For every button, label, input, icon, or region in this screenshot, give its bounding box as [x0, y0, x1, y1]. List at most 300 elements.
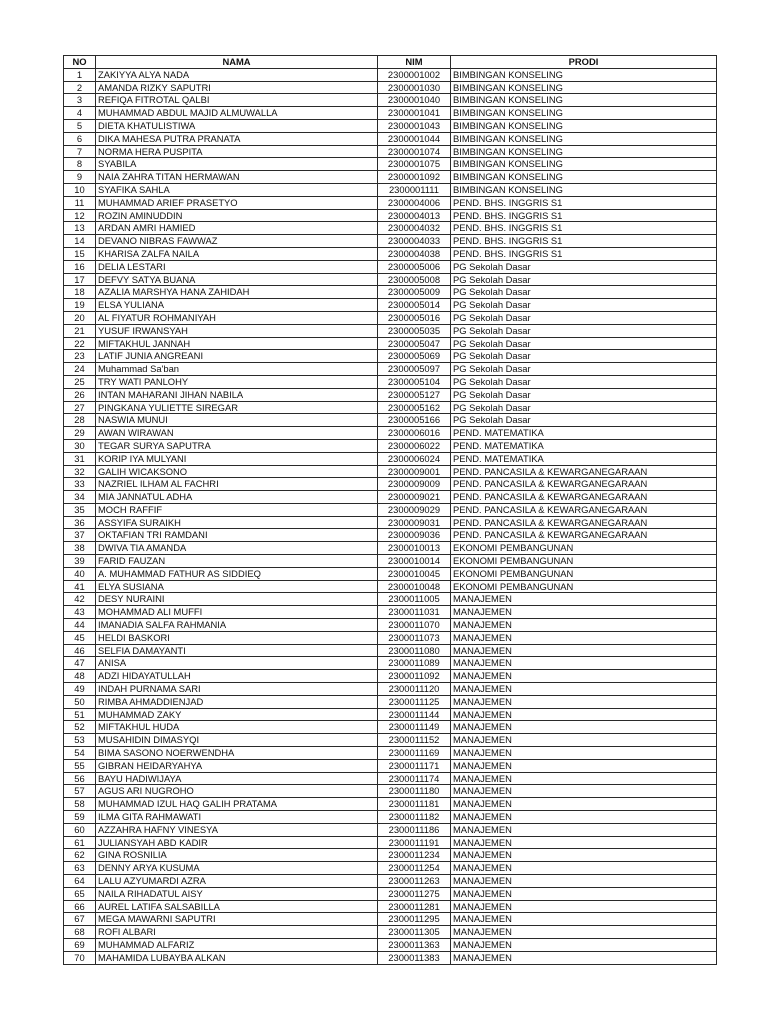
- cell-nama: GINA ROSNILIA: [96, 849, 378, 862]
- cell-nama: INTAN MAHARANI JIHAN NABILA: [96, 388, 378, 401]
- cell-no: 5: [64, 119, 96, 132]
- cell-nama: ROZIN AMINUDDIN: [96, 209, 378, 222]
- cell-prodi: MANAJEMEN: [451, 772, 717, 785]
- cell-nim: 2300005016: [378, 311, 451, 324]
- table-row: [64, 811, 717, 824]
- cell-no: 20: [64, 311, 96, 324]
- cell-prodi: MANAJEMEN: [451, 926, 717, 939]
- cell-nim: 2300011181: [378, 798, 451, 811]
- cell-no: 32: [64, 465, 96, 478]
- cell-nama: LATIF JUNIA ANGREANI: [96, 350, 378, 363]
- cell-nama: BAYU HADIWIJAYA: [96, 772, 378, 785]
- table-row: [64, 119, 717, 132]
- cell-no: 65: [64, 887, 96, 900]
- cell-nama: MUHAMMAD ZAKY: [96, 708, 378, 721]
- cell-nim: 2300001111: [378, 183, 451, 196]
- cell-prodi: PG Sekolah Dasar: [451, 363, 717, 376]
- table-row: [64, 926, 717, 939]
- cell-nama: MUHAMMAD ABDUL MAJID ALMUWALLA: [96, 107, 378, 120]
- cell-no: 60: [64, 823, 96, 836]
- cell-no: 63: [64, 862, 96, 875]
- cell-nim: 2300009009: [378, 478, 451, 491]
- cell-prodi: PEND. MATEMATIKA: [451, 439, 717, 452]
- cell-no: 29: [64, 427, 96, 440]
- cell-prodi: PEND. BHS. INGGRIS S1: [451, 247, 717, 260]
- table-row: [64, 619, 717, 632]
- table-row: [64, 542, 717, 555]
- cell-nama: AL FIYATUR ROHMANIYAH: [96, 311, 378, 324]
- cell-prodi: PEND. PANCASILA & KEWARGANEGARAAN: [451, 491, 717, 504]
- table-row: [64, 862, 717, 875]
- cell-nama: LALU AZYUMARDI AZRA: [96, 875, 378, 888]
- table-row: [64, 555, 717, 568]
- cell-prodi: MANAJEMEN: [451, 734, 717, 747]
- table-row: [64, 823, 717, 836]
- cell-nama: ASSYIFA SURAIKH: [96, 516, 378, 529]
- cell-prodi: MANAJEMEN: [451, 721, 717, 734]
- cell-nama: NAZRIEL ILHAM AL FACHRI: [96, 478, 378, 491]
- cell-nim: 2300009021: [378, 491, 451, 504]
- cell-nim: 2300004013: [378, 209, 451, 222]
- table-row: [64, 785, 717, 798]
- cell-prodi: EKONOMI PEMBANGUNAN: [451, 555, 717, 568]
- cell-prodi: MANAJEMEN: [451, 798, 717, 811]
- cell-nim: 2300005006: [378, 260, 451, 273]
- cell-nama: MOHAMMAD ALI MUFFI: [96, 606, 378, 619]
- cell-nama: MAHAMIDA LUBAYBA ALKAN: [96, 951, 378, 964]
- cell-nama: HELDI BASKORI: [96, 631, 378, 644]
- table-row: [64, 491, 717, 504]
- cell-prodi: MANAJEMEN: [451, 619, 717, 632]
- cell-nama: MOCH RAFFIF: [96, 503, 378, 516]
- cell-nama: MEGA MAWARNI SAPUTRI: [96, 913, 378, 926]
- cell-prodi: PEND. BHS. INGGRIS S1: [451, 209, 717, 222]
- column-header-nim: NIM: [378, 56, 451, 69]
- table-row: [64, 529, 717, 542]
- table-row: [64, 171, 717, 184]
- table-row: [64, 311, 717, 324]
- cell-nim: 2300009031: [378, 516, 451, 529]
- cell-nama: OKTAFIAN TRI RAMDANI: [96, 529, 378, 542]
- table-row: [64, 708, 717, 721]
- table-row: [64, 81, 717, 94]
- cell-nim: 2300001074: [378, 145, 451, 158]
- cell-no: 62: [64, 849, 96, 862]
- cell-no: 2: [64, 81, 96, 94]
- cell-no: 4: [64, 107, 96, 120]
- table-row: [64, 644, 717, 657]
- cell-no: 23: [64, 350, 96, 363]
- cell-prodi: MANAJEMEN: [451, 887, 717, 900]
- cell-prodi: PG Sekolah Dasar: [451, 414, 717, 427]
- cell-no: 54: [64, 747, 96, 760]
- table-row: [64, 683, 717, 696]
- cell-no: 44: [64, 619, 96, 632]
- cell-nama: DIETA KHATULISTIWA: [96, 119, 378, 132]
- cell-nama: MIA JANNATUL ADHA: [96, 491, 378, 504]
- cell-prodi: PG Sekolah Dasar: [451, 350, 717, 363]
- cell-prodi: MANAJEMEN: [451, 913, 717, 926]
- cell-no: 21: [64, 324, 96, 337]
- cell-nama: RIMBA AHMADDIENJAD: [96, 695, 378, 708]
- cell-no: 42: [64, 593, 96, 606]
- cell-no: 67: [64, 913, 96, 926]
- cell-prodi: MANAJEMEN: [451, 747, 717, 760]
- cell-prodi: BIMBINGAN KONSELING: [451, 145, 717, 158]
- cell-nim: 2300011191: [378, 836, 451, 849]
- table-row: [64, 567, 717, 580]
- cell-nama: TRY WATI PANLOHY: [96, 375, 378, 388]
- cell-nim: 2300011120: [378, 683, 451, 696]
- cell-nama: GIBRAN HEIDARYAHYA: [96, 759, 378, 772]
- cell-prodi: MANAJEMEN: [451, 644, 717, 657]
- cell-no: 38: [64, 542, 96, 555]
- table-row: [64, 606, 717, 619]
- cell-prodi: BIMBINGAN KONSELING: [451, 183, 717, 196]
- cell-nim: 2300004038: [378, 247, 451, 260]
- table-row: [64, 875, 717, 888]
- table-row: [64, 235, 717, 248]
- cell-nama: SELFIA DAMAYANTI: [96, 644, 378, 657]
- cell-nama: DELIA LESTARI: [96, 260, 378, 273]
- cell-nim: 2300011152: [378, 734, 451, 747]
- table-row: [64, 747, 717, 760]
- column-header-prodi: PRODI: [451, 56, 717, 69]
- table-row: [64, 363, 717, 376]
- cell-prodi: PEND. PANCASILA & KEWARGANEGARAAN: [451, 478, 717, 491]
- cell-nama: TEGAR SURYA SAPUTRA: [96, 439, 378, 452]
- table-row: [64, 849, 717, 862]
- table-row: [64, 247, 717, 260]
- table-header-row: [64, 56, 717, 69]
- cell-nama: YUSUF IRWANSYAH: [96, 324, 378, 337]
- table-row: [64, 631, 717, 644]
- cell-nim: 2300011174: [378, 772, 451, 785]
- table-row: [64, 107, 717, 120]
- cell-nim: 2300011305: [378, 926, 451, 939]
- cell-no: 30: [64, 439, 96, 452]
- cell-prodi: PEND. MATEMATIKA: [451, 452, 717, 465]
- cell-nim: 2300006016: [378, 427, 451, 440]
- cell-no: 39: [64, 555, 96, 568]
- table-body: [64, 68, 717, 964]
- cell-prodi: BIMBINGAN KONSELING: [451, 158, 717, 171]
- cell-prodi: PG Sekolah Dasar: [451, 337, 717, 350]
- cell-prodi: PEND. PANCASILA & KEWARGANEGARAAN: [451, 529, 717, 542]
- cell-nim: 2300001044: [378, 132, 451, 145]
- cell-prodi: PEND. BHS. INGGRIS S1: [451, 235, 717, 248]
- cell-nim: 2300005097: [378, 363, 451, 376]
- cell-nama: MUSAHIDIN DIMASYQI: [96, 734, 378, 747]
- cell-no: 35: [64, 503, 96, 516]
- column-header-nama: NAMA: [96, 56, 378, 69]
- cell-no: 57: [64, 785, 96, 798]
- cell-nim: 2300005014: [378, 299, 451, 312]
- cell-prodi: PG Sekolah Dasar: [451, 273, 717, 286]
- table-row: [64, 401, 717, 414]
- cell-nim: 2300005162: [378, 401, 451, 414]
- cell-no: 26: [64, 388, 96, 401]
- cell-no: 36: [64, 516, 96, 529]
- cell-nim: 2300005035: [378, 324, 451, 337]
- cell-nim: 2300010014: [378, 555, 451, 568]
- table-row: [64, 759, 717, 772]
- table-row: [64, 427, 717, 440]
- cell-no: 11: [64, 196, 96, 209]
- cell-no: 7: [64, 145, 96, 158]
- cell-nama: BIMA SASONO NOERWENDHA: [96, 747, 378, 760]
- cell-nama: NAILA RIHADATUL AISY: [96, 887, 378, 900]
- cell-nama: A. MUHAMMAD FATHUR AS SIDDIEQ: [96, 567, 378, 580]
- cell-prodi: EKONOMI PEMBANGUNAN: [451, 580, 717, 593]
- cell-nama: SYAFIKA SAHLA: [96, 183, 378, 196]
- cell-nama: ARDAN AMRI HAMIED: [96, 222, 378, 235]
- cell-no: 15: [64, 247, 96, 260]
- cell-prodi: PEND. MATEMATIKA: [451, 427, 717, 440]
- cell-no: 1: [64, 68, 96, 81]
- cell-nim: 2300009001: [378, 465, 451, 478]
- table-row: [64, 145, 717, 158]
- cell-nama: MUHAMMAD IZUL HAQ GALIH PRATAMA: [96, 798, 378, 811]
- table-row: [64, 299, 717, 312]
- table-row: [64, 375, 717, 388]
- cell-prodi: PEND. PANCASILA & KEWARGANEGARAAN: [451, 503, 717, 516]
- cell-no: 56: [64, 772, 96, 785]
- cell-nim: 2300001002: [378, 68, 451, 81]
- cell-nim: 2300001040: [378, 94, 451, 107]
- cell-prodi: EKONOMI PEMBANGUNAN: [451, 542, 717, 555]
- cell-nama: ILMA GITA RAHMAWATI: [96, 811, 378, 824]
- cell-no: 12: [64, 209, 96, 222]
- cell-no: 34: [64, 491, 96, 504]
- cell-nama: ROFI ALBARI: [96, 926, 378, 939]
- cell-no: 18: [64, 286, 96, 299]
- cell-nim: 2300011073: [378, 631, 451, 644]
- cell-no: 46: [64, 644, 96, 657]
- cell-prodi: MANAJEMEN: [451, 708, 717, 721]
- cell-nim: 2300011180: [378, 785, 451, 798]
- cell-no: 51: [64, 708, 96, 721]
- cell-nim: 2300011149: [378, 721, 451, 734]
- cell-no: 66: [64, 900, 96, 913]
- cell-nim: 2300011363: [378, 938, 451, 951]
- cell-nim: 2300001075: [378, 158, 451, 171]
- cell-prodi: PG Sekolah Dasar: [451, 286, 717, 299]
- cell-prodi: MANAJEMEN: [451, 631, 717, 644]
- cell-nama: DENNY ARYA KUSUMA: [96, 862, 378, 875]
- cell-nama: ELYA SUSIANA: [96, 580, 378, 593]
- cell-nama: NASWIA MUNUI: [96, 414, 378, 427]
- cell-no: 69: [64, 938, 96, 951]
- table-row: [64, 580, 717, 593]
- cell-prodi: MANAJEMEN: [451, 593, 717, 606]
- cell-no: 24: [64, 363, 96, 376]
- table-row: [64, 657, 717, 670]
- table-row: [64, 273, 717, 286]
- cell-no: 43: [64, 606, 96, 619]
- cell-no: 64: [64, 875, 96, 888]
- table-row: [64, 196, 717, 209]
- cell-nama: SYABILA: [96, 158, 378, 171]
- cell-nama: FARID FAUZAN: [96, 555, 378, 568]
- cell-prodi: MANAJEMEN: [451, 836, 717, 849]
- cell-prodi: PEND. PANCASILA & KEWARGANEGARAAN: [451, 516, 717, 529]
- cell-nim: 2300011383: [378, 951, 451, 964]
- cell-no: 37: [64, 529, 96, 542]
- table-row: [64, 337, 717, 350]
- cell-nama: AZZAHRA HAFNY VINESYA: [96, 823, 378, 836]
- table-row: [64, 68, 717, 81]
- cell-prodi: PEND. BHS. INGGRIS S1: [451, 196, 717, 209]
- cell-no: 3: [64, 94, 96, 107]
- table-row: [64, 222, 717, 235]
- cell-nim: 2300009036: [378, 529, 451, 542]
- cell-no: 27: [64, 401, 96, 414]
- cell-nim: 2300011186: [378, 823, 451, 836]
- cell-no: 59: [64, 811, 96, 824]
- cell-nim: 2300005047: [378, 337, 451, 350]
- cell-nama: AUREL LATIFA SALSABILLA: [96, 900, 378, 913]
- table-row: [64, 593, 717, 606]
- table-row: [64, 209, 717, 222]
- cell-prodi: MANAJEMEN: [451, 875, 717, 888]
- cell-nim: 2300001030: [378, 81, 451, 94]
- cell-no: 28: [64, 414, 96, 427]
- table-row: [64, 183, 717, 196]
- table-row: [64, 913, 717, 926]
- cell-nama: AWAN WIRAWAN: [96, 427, 378, 440]
- table-row: [64, 503, 717, 516]
- cell-nama: ELSA YULIANA: [96, 299, 378, 312]
- cell-nama: NORMA HERA PUSPITA: [96, 145, 378, 158]
- cell-prodi: MANAJEMEN: [451, 606, 717, 619]
- cell-nim: 2300011254: [378, 862, 451, 875]
- cell-nim: 2300004006: [378, 196, 451, 209]
- cell-nama: DIKA MAHESA PUTRA PRANATA: [96, 132, 378, 145]
- cell-nim: 2300001092: [378, 171, 451, 184]
- cell-nama: AMANDA RIZKY SAPUTRI: [96, 81, 378, 94]
- table-row: [64, 836, 717, 849]
- cell-nim: 2300011169: [378, 747, 451, 760]
- cell-no: 19: [64, 299, 96, 312]
- cell-prodi: MANAJEMEN: [451, 823, 717, 836]
- cell-prodi: MANAJEMEN: [451, 785, 717, 798]
- table-row: [64, 734, 717, 747]
- cell-no: 14: [64, 235, 96, 248]
- cell-prodi: PG Sekolah Dasar: [451, 401, 717, 414]
- cell-nim: 2300011182: [378, 811, 451, 824]
- cell-no: 48: [64, 670, 96, 683]
- table-row: [64, 938, 717, 951]
- cell-nim: 2300011070: [378, 619, 451, 632]
- cell-nama: AZALIA MARSHYA HANA ZAHIDAH: [96, 286, 378, 299]
- cell-nama: DEFVY SATYA BUANA: [96, 273, 378, 286]
- cell-no: 31: [64, 452, 96, 465]
- cell-no: 13: [64, 222, 96, 235]
- cell-nim: 2300011089: [378, 657, 451, 670]
- cell-nim: 2300004032: [378, 222, 451, 235]
- cell-no: 68: [64, 926, 96, 939]
- table-row: [64, 452, 717, 465]
- cell-no: 58: [64, 798, 96, 811]
- cell-nama: ADZI HIDAYATULLAH: [96, 670, 378, 683]
- cell-no: 33: [64, 478, 96, 491]
- cell-prodi: MANAJEMEN: [451, 657, 717, 670]
- cell-prodi: BIMBINGAN KONSELING: [451, 94, 717, 107]
- cell-prodi: PEND. BHS. INGGRIS S1: [451, 222, 717, 235]
- cell-prodi: MANAJEMEN: [451, 849, 717, 862]
- cell-nim: 2300011031: [378, 606, 451, 619]
- cell-no: 10: [64, 183, 96, 196]
- cell-nim: 2300006022: [378, 439, 451, 452]
- cell-nama: INDAH PURNAMA SARI: [96, 683, 378, 696]
- table-row: [64, 439, 717, 452]
- cell-prodi: MANAJEMEN: [451, 811, 717, 824]
- cell-nim: 2300005008: [378, 273, 451, 286]
- cell-nama: KHARISA ZALFA NAILA: [96, 247, 378, 260]
- cell-nama: DEVANO NIBRAS FAWWAZ: [96, 235, 378, 248]
- table-row: [64, 772, 717, 785]
- cell-prodi: PG Sekolah Dasar: [451, 299, 717, 312]
- column-header-no: NO: [64, 56, 96, 69]
- cell-prodi: BIMBINGAN KONSELING: [451, 68, 717, 81]
- cell-nim: 2300001043: [378, 119, 451, 132]
- cell-nama: ZAKIYYA ALYA NADA: [96, 68, 378, 81]
- cell-nama: JULIANSYAH ABD KADIR: [96, 836, 378, 849]
- table-row: [64, 478, 717, 491]
- cell-nim: 2300011263: [378, 875, 451, 888]
- cell-no: 8: [64, 158, 96, 171]
- cell-no: 9: [64, 171, 96, 184]
- cell-no: 45: [64, 631, 96, 644]
- cell-prodi: MANAJEMEN: [451, 670, 717, 683]
- cell-no: 41: [64, 580, 96, 593]
- cell-nim: 2300004033: [378, 235, 451, 248]
- table-row: [64, 798, 717, 811]
- student-table: [63, 55, 717, 965]
- cell-nim: 2300011092: [378, 670, 451, 683]
- cell-nim: 2300009029: [378, 503, 451, 516]
- cell-nama: PINGKANA YULIETTE SIREGAR: [96, 401, 378, 414]
- cell-nama: NAIA ZAHRA TITAN HERMAWAN: [96, 171, 378, 184]
- cell-nim: 2300011295: [378, 913, 451, 926]
- cell-nim: 2300010048: [378, 580, 451, 593]
- table-row: [64, 900, 717, 913]
- table-row: [64, 887, 717, 900]
- cell-nim: 2300011234: [378, 849, 451, 862]
- cell-prodi: PEND. PANCASILA & KEWARGANEGARAAN: [451, 465, 717, 478]
- cell-nama: IMANADIA SALFA RAHMANIA: [96, 619, 378, 632]
- cell-nim: 2300011080: [378, 644, 451, 657]
- cell-prodi: MANAJEMEN: [451, 683, 717, 696]
- cell-prodi: MANAJEMEN: [451, 951, 717, 964]
- cell-prodi: MANAJEMEN: [451, 759, 717, 772]
- cell-prodi: PG Sekolah Dasar: [451, 375, 717, 388]
- cell-prodi: BIMBINGAN KONSELING: [451, 171, 717, 184]
- cell-prodi: BIMBINGAN KONSELING: [451, 107, 717, 120]
- cell-prodi: PG Sekolah Dasar: [451, 260, 717, 273]
- cell-nama: DESY NURAINI: [96, 593, 378, 606]
- cell-no: 22: [64, 337, 96, 350]
- cell-nama: REFIQA FITROTAL QALBI: [96, 94, 378, 107]
- cell-nim: 2300010013: [378, 542, 451, 555]
- table-row: [64, 324, 717, 337]
- cell-no: 70: [64, 951, 96, 964]
- cell-prodi: BIMBINGAN KONSELING: [451, 81, 717, 94]
- table-row: [64, 670, 717, 683]
- cell-prodi: EKONOMI PEMBANGUNAN: [451, 567, 717, 580]
- table-row: [64, 260, 717, 273]
